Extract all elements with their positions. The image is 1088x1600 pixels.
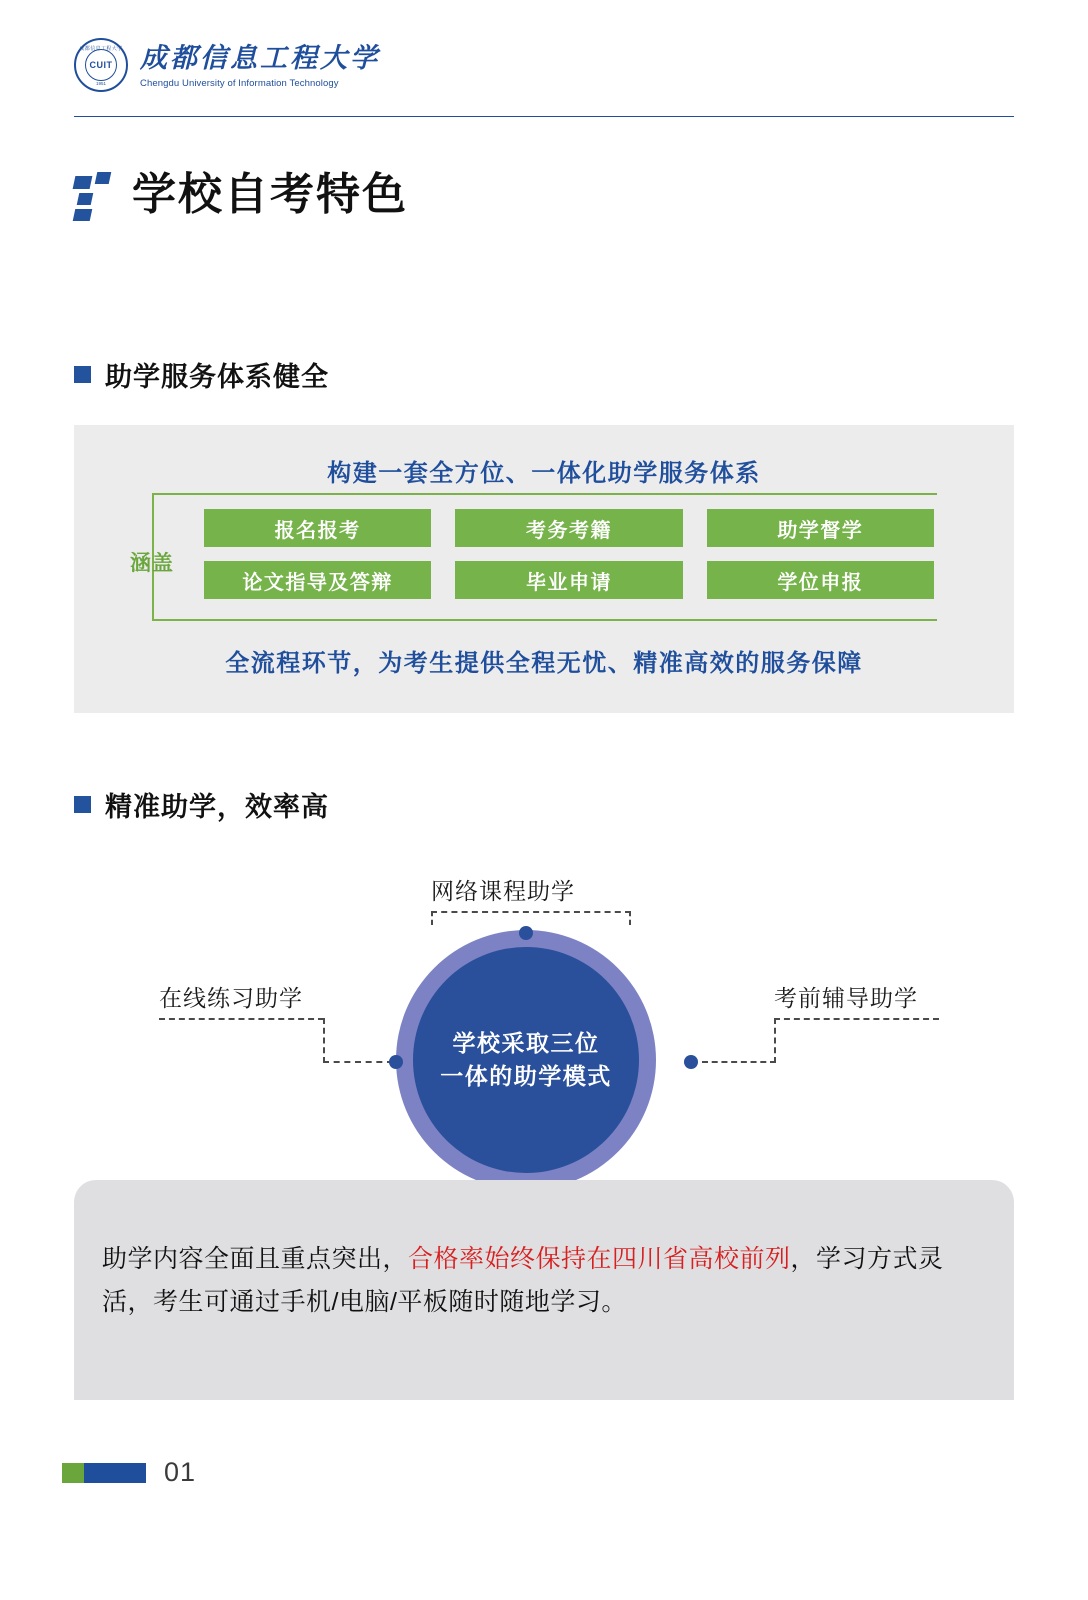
logo-text-block: [140, 41, 380, 88]
diagram-inner-circle: [413, 947, 639, 1173]
connector-top-left-stub: [431, 911, 433, 925]
service-chip: 学位申报: [707, 561, 934, 599]
panel-footer-text: 全流程环节，为考生提供全程无忧、精准高效的服务保障: [225, 650, 863, 677]
diagram-center-line-2: 一体的助学模式: [440, 1063, 612, 1089]
bracket-label: 涵盖: [130, 552, 174, 575]
connector-top-right-stub: [629, 911, 631, 925]
page-title-row: [74, 172, 408, 218]
service-chip: 考务考籍: [455, 509, 682, 547]
page-header: [74, 38, 1014, 117]
note-text-part2: ，学习方式灵活，考生可通过手机/电脑/平板随时随地学习。: [102, 1245, 944, 1316]
diagram-label-top: 网络课程助学: [431, 878, 575, 904]
university-seal-icon: [74, 38, 128, 92]
seal-bottom-text: 1951: [95, 81, 106, 86]
diagram-node-dot-top: [519, 926, 533, 940]
diagram-node-dot-right: [684, 1055, 698, 1069]
diagram-label-left: 在线练习助学: [159, 985, 303, 1011]
note-text-highlight: 合格率始终保持在四川省高校前列: [408, 1245, 791, 1273]
footer-green-block-icon: [62, 1463, 84, 1483]
section-heading-label: 精准助学，效率高: [105, 792, 329, 822]
university-name-cn: 成都信息工程大学: [140, 43, 380, 74]
panel-title: 构建一套全方位、一体化助学服务体系: [327, 460, 761, 487]
page-number: 01: [164, 1457, 197, 1487]
connector-right-horizontal-lower: [702, 1061, 776, 1063]
page-footer: [62, 1457, 196, 1488]
connector-right-horizontal: [774, 1018, 939, 1020]
service-chip: 报名报考: [204, 509, 431, 547]
service-chip: 毕业申请: [455, 561, 682, 599]
page-title: 学校自考特色: [132, 170, 408, 219]
section-heading-service-system: [74, 355, 329, 394]
service-chip: 论文指导及答辩: [204, 561, 431, 599]
seal-center-text: CUIT: [89, 60, 113, 70]
section-heading-precise-tutoring: [74, 785, 329, 824]
note-text-part1: 助学内容全面且重点突出，: [102, 1245, 409, 1273]
connector-right-vertical: [774, 1018, 776, 1063]
connector-left-horizontal-lower: [323, 1061, 393, 1063]
connector-left-vertical: [323, 1018, 325, 1063]
three-in-one-diagram: [74, 855, 1014, 1185]
square-bullet-icon: [74, 366, 91, 383]
service-chip: 助学督学: [707, 509, 934, 547]
university-logo: [74, 38, 380, 92]
footer-blue-block-icon: [84, 1463, 146, 1483]
diagram-center-line-1: 学校采取三位: [452, 1029, 600, 1056]
university-name-en: Chengdu University of Information Technology: [140, 77, 339, 89]
square-bullet-icon: [74, 796, 91, 813]
service-system-panel: [74, 425, 1014, 713]
service-chip-grid: [204, 509, 934, 599]
note-card: [74, 1180, 1014, 1400]
diagram-label-right: 考前辅导助学: [774, 985, 918, 1011]
connector-top-horizontal: [431, 911, 631, 913]
diagram-node-dot-left: [389, 1055, 403, 1069]
connector-left-horizontal: [159, 1018, 324, 1020]
title-decoration-icon: [74, 172, 114, 218]
note-text: [102, 1238, 986, 1323]
seal-top-text: 成都信息工程大学: [79, 46, 123, 52]
section-heading-label: 助学服务体系健全: [105, 362, 329, 392]
